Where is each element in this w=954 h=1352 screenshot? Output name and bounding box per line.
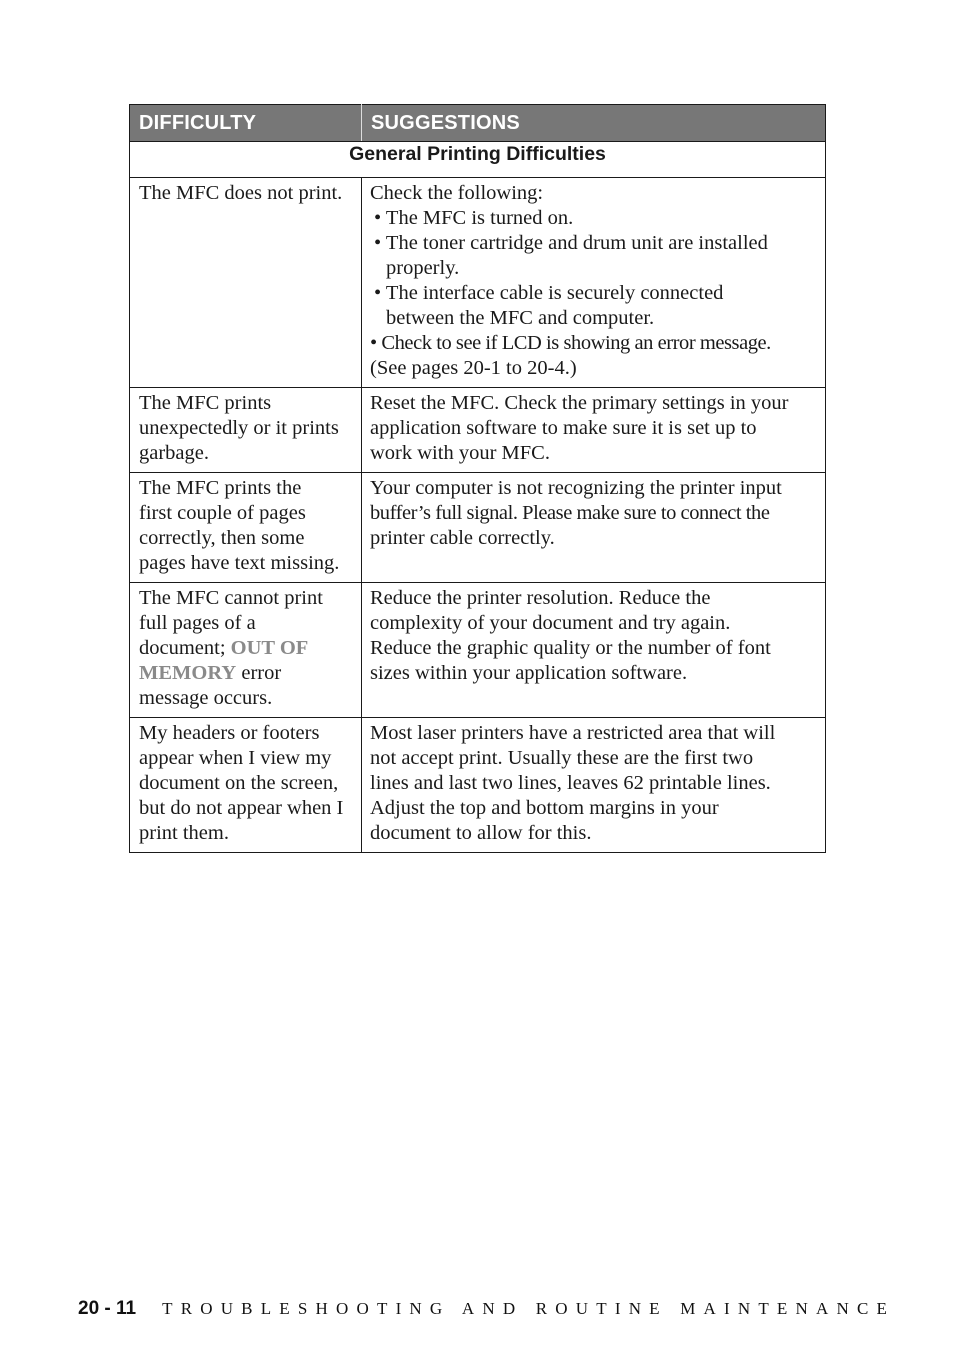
page-number: 20 - 11 [78, 1298, 137, 1319]
lcd-message: OUT OF [230, 637, 309, 659]
suggestion-cell [362, 473, 826, 583]
suggestion-text: printer cable correctly. [370, 527, 555, 549]
difficulty-text: The MFC does not print. [139, 182, 343, 204]
suggestion-text: document to allow for this. [370, 822, 592, 844]
suggestion-text: Most laser printers have a restricted area that will [370, 722, 776, 744]
difficulty-cell [130, 473, 362, 583]
difficulty-cell [130, 718, 362, 853]
difficulty-text: first couple of pages [139, 502, 306, 524]
bullet-item: • The MFC is turned on. [374, 207, 574, 229]
difficulty-text: The MFC prints the [139, 477, 302, 499]
running-title: TROUBLESHOOTING AND ROUTINE MAINTENANCE [162, 1299, 896, 1318]
difficulty-text: The MFC prints [139, 392, 272, 414]
table-row [130, 583, 826, 718]
suggestion-cell [362, 178, 826, 388]
difficulty-text [139, 636, 355, 661]
suggestion-text: buffer’s full signal. Please make sure to connect the [370, 502, 770, 524]
suggestion-text: application software to make sure it is set up to [370, 417, 757, 439]
difficulty-text: pages have text missing. [139, 552, 340, 574]
difficulty-cell [130, 388, 362, 473]
suggestion-text: not accept print. Usually these are the first two [370, 747, 754, 769]
table-row [130, 718, 826, 853]
suggestion-text: Adjust the top and bottom margins in your [370, 797, 719, 819]
suggestion-cell [362, 718, 826, 853]
suggestion-text: work with your MFC. [370, 442, 550, 464]
difficulty-cell [130, 178, 362, 388]
bullet-item: • The toner cartridge and drum unit are installed [374, 232, 768, 254]
difficulty-text: document on the screen, [139, 772, 339, 794]
troubleshooting-table [129, 104, 826, 853]
page-footer [78, 1298, 895, 1326]
difficulty-text-suffix: error [236, 662, 282, 684]
suggestion-text: Your computer is not recognizing the printer input [370, 477, 782, 499]
difficulty-text: message occurs. [139, 687, 273, 709]
difficulty-text: appear when I view my [139, 747, 332, 769]
suggestion-outro: (See pages 20-1 to 20-4.) [370, 357, 577, 379]
difficulty-text: garbage. [139, 442, 209, 464]
suggestion-text: Reduce the graphic quality or the number of font [370, 637, 771, 659]
bullet-item: • The interface cable is securely connected [374, 282, 724, 304]
difficulty-text: The MFC cannot print [139, 587, 323, 609]
lcd-message: MEMORY [139, 662, 237, 684]
difficulty-text [139, 661, 355, 686]
table-header-row [130, 105, 826, 142]
table-row [130, 388, 826, 473]
suggestion-cell [362, 388, 826, 473]
difficulty-text: correctly, then some [139, 527, 305, 549]
difficulty-text: but do not appear when I [139, 797, 344, 819]
section-title: General Printing Difficulties [130, 142, 826, 178]
suggestion-text: Reset the MFC. Check the primary settings in your [370, 392, 789, 414]
bullet-item-continuation: between the MFC and computer. [386, 307, 655, 329]
suggestion-cell [362, 583, 826, 718]
table-row [130, 473, 826, 583]
suggestion-text: complexity of your document and try again. [370, 612, 731, 634]
difficulty-column-header: DIFFICULTY [130, 105, 362, 142]
bullet-item: • Check to see if LCD is showing an error message. [370, 332, 771, 354]
section-row [130, 142, 826, 178]
difficulty-cell [130, 583, 362, 718]
suggestions-column-header: SUGGESTIONS [362, 105, 826, 142]
difficulty-text-prefix: document; [139, 637, 231, 659]
bullet-item-continuation: properly. [386, 257, 460, 279]
table-row [130, 178, 826, 388]
suggestion-text: lines and last two lines, leaves 62 printable lines. [370, 772, 771, 794]
difficulty-text: My headers or footers [139, 722, 320, 744]
suggestion-text: Reduce the printer resolution. Reduce the [370, 587, 711, 609]
difficulty-text: full pages of a [139, 612, 256, 634]
difficulty-text: print them. [139, 822, 229, 844]
suggestion-text: sizes within your application software. [370, 662, 688, 684]
suggestion-intro: Check the following: [370, 182, 544, 204]
difficulty-text: unexpectedly or it prints [139, 417, 339, 439]
